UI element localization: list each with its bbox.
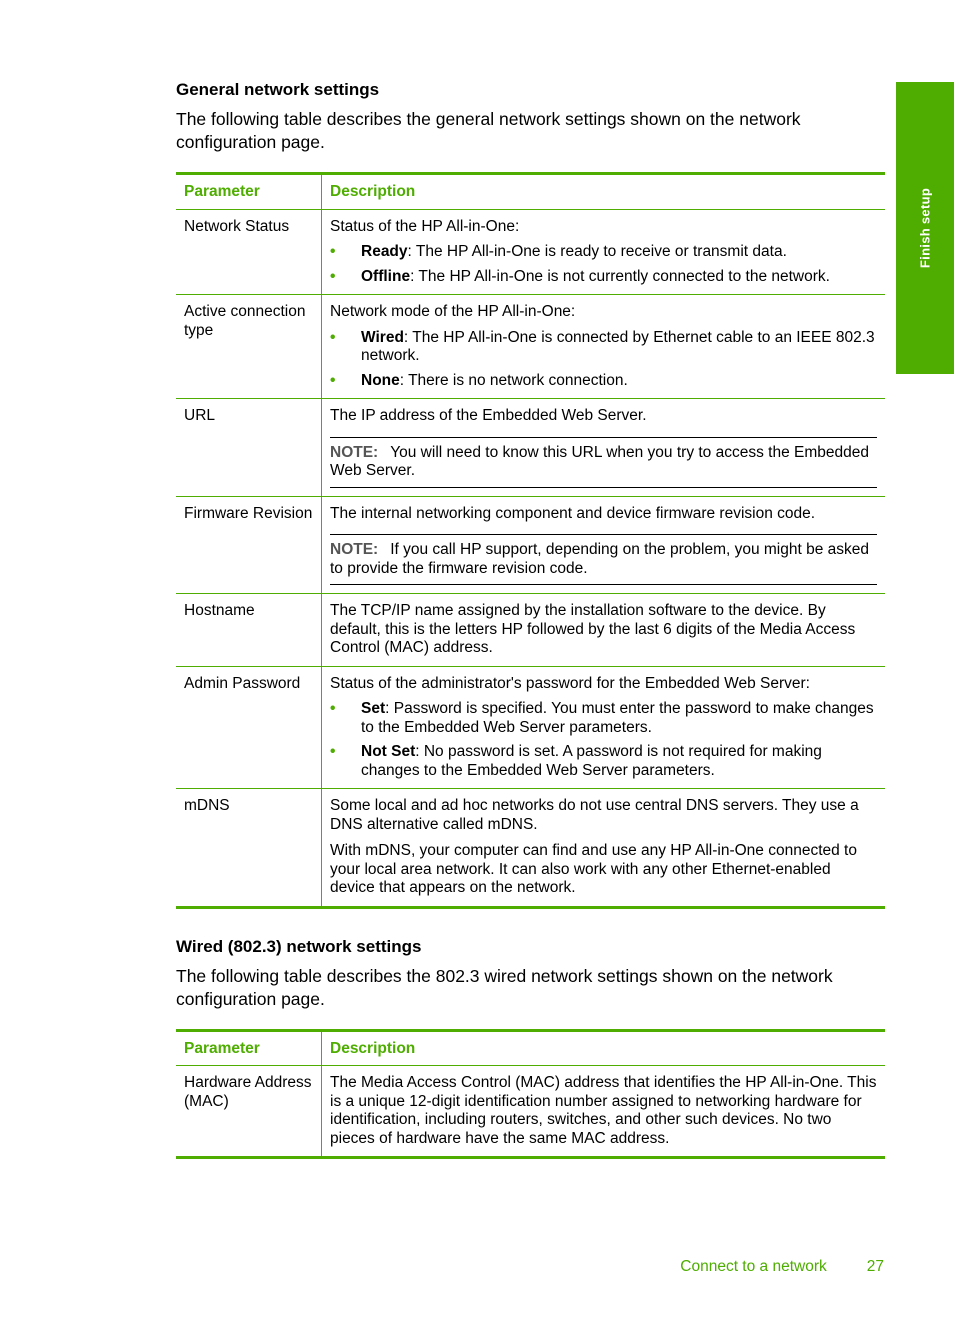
param-cell: mDNS	[176, 789, 322, 908]
bullet-term: Not Set	[361, 743, 416, 760]
param-cell: Active connection type	[176, 295, 322, 399]
description-text-2: With mDNS, your computer can find and use any HP All-in-One connected to your local area network. It can also work with any other Ethernet-enabled device that appears on the network.	[330, 842, 857, 896]
param-cell: Network Status	[176, 209, 322, 295]
description-cell	[322, 789, 886, 908]
table-row	[176, 789, 885, 908]
header-parameter: Parameter	[176, 1030, 322, 1066]
bullet-term: None	[361, 371, 400, 389]
note-box	[330, 534, 877, 585]
description-cell: The TCP/IP name assigned by the installation software to the device. By default, this is the letters HP followed by the last 6 digits of the Media Access Control (MAC) address.	[322, 594, 886, 667]
bullet-term: Offline	[361, 267, 411, 285]
section-intro-wired: The following table describes the 802.3 wired network settings shown on the network configuration page.	[176, 965, 833, 1009]
table-row	[176, 594, 885, 667]
param-cell: URL	[176, 399, 322, 497]
note-label: NOTE:	[330, 443, 379, 461]
table-row	[176, 496, 885, 594]
bullet-icon: •	[330, 328, 336, 346]
bullet-list	[330, 700, 877, 780]
description-text: The internal networking component and device firmware revision code.	[330, 504, 816, 522]
wired-section	[176, 937, 885, 1160]
bullet-text: : The HP All-in-One is connected by Ethernet cable to an IEEE 802.3 network.	[361, 328, 875, 364]
description-text: Status of the HP All-in-One:	[330, 217, 520, 235]
bullet-text: : The HP All-in-One is ready to receive or transmit data.	[407, 243, 787, 260]
bullet-item	[330, 743, 877, 780]
bullet-text: : There is no network connection.	[399, 371, 628, 389]
table-row	[176, 209, 885, 295]
description-text: Network mode of the HP All-in-One:	[330, 303, 576, 320]
bullet-text: : The HP All-in-One is not currently connected to the network.	[410, 267, 830, 285]
note-box	[330, 437, 877, 488]
wired-settings-table	[176, 1029, 885, 1160]
bullet-term: Ready	[361, 243, 408, 260]
bullet-icon: •	[330, 371, 336, 389]
section-heading-wired: Wired (802.3) network settings	[176, 936, 422, 956]
param-cell: Hardware Address (MAC)	[176, 1066, 322, 1158]
side-tab-label: Finish setup	[917, 187, 933, 269]
table-row	[176, 399, 885, 497]
bullet-term: Wired	[361, 328, 404, 346]
note-label: NOTE:	[330, 541, 379, 558]
side-tab	[896, 82, 954, 374]
bullet-term: Set	[361, 700, 386, 717]
description-cell	[322, 209, 886, 295]
description-text: Status of the administrator's password for the Embedded Web Server:	[330, 674, 810, 692]
table-row	[176, 295, 885, 399]
page-content	[176, 80, 885, 1159]
bullet-icon: •	[330, 243, 336, 260]
general-settings-table	[176, 172, 885, 909]
bullet-list	[330, 243, 877, 286]
section-heading-general: General network settings	[176, 80, 380, 99]
param-cell: Admin Password	[176, 666, 322, 789]
bullet-item	[330, 243, 877, 262]
description-text: The IP address of the Embedded Web Server.	[330, 407, 647, 424]
description-cell	[322, 496, 886, 594]
note-text: You will need to know this URL when you try to access the Embedded Web Server.	[330, 443, 869, 479]
section-intro-general: The following table describes the general network settings shown on the network configuration page.	[176, 109, 801, 152]
bullet-item	[330, 268, 877, 287]
description-cell: The Media Access Control (MAC) address that identifies the HP All-in-One. This is a unique 12-digit identification number assigned to networking hardware for identification, including routers, switches, and other such devices. No two pieces of hardware have the same MAC address.	[330, 1074, 877, 1147]
table-header-row	[176, 1030, 885, 1066]
description-cell	[322, 399, 886, 497]
description-cell	[322, 666, 886, 789]
param-cell: Hostname	[176, 594, 322, 667]
bullet-item	[330, 329, 877, 366]
page-number: 27	[866, 1258, 884, 1275]
header-description: Description	[322, 1030, 886, 1066]
note-text: If you call HP support, depending on the problem, you might be asked to provide the firmware revision code.	[330, 541, 870, 577]
description-cell	[322, 295, 886, 399]
bullet-text: : No password is set. A password is not required for making changes to the Embedded Web Server parameters.	[361, 743, 822, 779]
param-cell: Firmware Revision	[176, 496, 322, 594]
table-row	[176, 666, 885, 789]
bullet-icon: •	[330, 700, 336, 717]
bullet-icon: •	[330, 743, 336, 760]
page-footer	[680, 1258, 884, 1276]
bullet-list	[330, 329, 877, 391]
table-row	[176, 1066, 885, 1158]
header-description: Description	[322, 174, 886, 210]
bullet-text: : Password is specified. You must enter the password to make changes to the Embedded Web Server parameters.	[361, 700, 874, 736]
footer-section-title: Connect to a network	[680, 1258, 827, 1275]
description-text: Some local and ad hoc networks do not use central DNS servers. They use a DNS alternative called mDNS.	[330, 797, 859, 833]
bullet-icon: •	[330, 267, 336, 285]
bullet-item	[330, 372, 877, 391]
bullet-item	[330, 700, 877, 737]
table-header-row	[176, 174, 885, 210]
header-parameter: Parameter	[176, 174, 322, 210]
